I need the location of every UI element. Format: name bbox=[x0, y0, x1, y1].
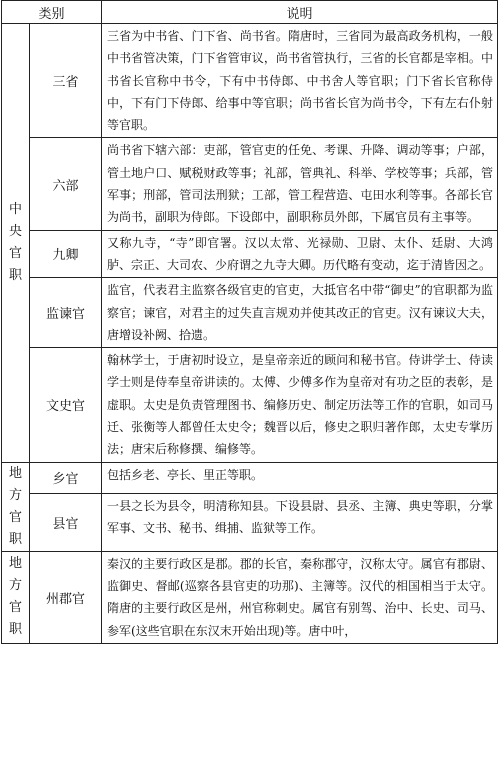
row-description: 尚书省下辖六部：吏部，管官吏的任免、考课、升降、调动等事；户部，管土地户口、赋税财政等事；礼部，管典礼、科举、学校等事；兵部，管军事；刑部，管司法刑狱；工部，管工程营造、屯田水利等事。各部长官为尚书，副职为侍郎。下设郎中，副职称员外郎，下属官员有主事等。 bbox=[102, 138, 498, 230]
table-header-row bbox=[2, 1, 498, 24]
row-description: 三省为中书省、门下省、尚书省。隋唐时，三省同为最高政务机构，一般中书省管决策，门下省管审议，尚书省管执行，三省的长官都是宰相。中书省长官称中书令，下有中书侍郎、中书舍人等官职；门下省长官称侍中，下有门下侍郎、给事中等官职；尚书省长官为尚书令，下有左右仆射等官职。 bbox=[102, 24, 498, 138]
category-local: 地 方 官 职 bbox=[2, 462, 30, 551]
row-name: 乡官 bbox=[30, 462, 102, 493]
row-name: 三省 bbox=[30, 24, 102, 138]
row-name: 文史官 bbox=[30, 348, 102, 462]
category-local-continued: 地 方 官 职 bbox=[2, 551, 30, 643]
official-positions-table bbox=[1, 0, 498, 644]
table-row bbox=[2, 138, 498, 230]
row-description: 又称九寺，“寺”即官署。汉以太常、光禄勋、卫尉、太仆、廷尉、大鸿胪、宗正、大司农、少府谓之九寺大卿。历代略有变动，迄于清皆因之。 bbox=[102, 230, 498, 278]
table-row bbox=[2, 24, 498, 138]
row-description: 包括乡老、亭长、里正等职。 bbox=[102, 462, 498, 493]
row-name: 六部 bbox=[30, 138, 102, 230]
row-description: 翰林学士，于唐初时设立，是皇帝亲近的顾问和秘书官。侍讲学士、侍读学士则是侍奉皇帝讲读的。太傅、少傅多作为皇帝对有功之臣的表彰，是虚职。太史是负责管理图书、编修历史、制定历法等工作的官职，如司马迁、张衡等人都曾任太史令；魏晋以后，修史之职归著作郎，太史专掌历法；唐宋后称修撰、编修等。 bbox=[102, 348, 498, 462]
row-name: 监谏官 bbox=[30, 278, 102, 348]
category-central: 中 央 官 职 bbox=[2, 24, 30, 463]
table-row bbox=[2, 493, 498, 551]
table-row bbox=[2, 278, 498, 348]
row-description: 秦汉的主要行政区是郡。郡的长官，秦称郡守，汉称太守。属官有郡尉、监御史、督邮(巡察各县官吏的功那)、主簿等。汉代的相国相当于太守。隋唐的主要行政区是州，州官称刺史。属官有别驾、治中、长史、司马、参军(这些官职在东汉末开始出现)等。唐中叶， bbox=[102, 551, 498, 643]
row-description: 一县之长为县令，明清称知县。下设县尉、县丞、主簿、典史等职，分掌军事、文书、秘书、缉捕、监狱等工作。 bbox=[102, 493, 498, 551]
header-category: 类别 bbox=[2, 1, 102, 24]
table-row bbox=[2, 230, 498, 278]
table-row bbox=[2, 551, 498, 643]
header-description: 说明 bbox=[102, 1, 498, 24]
row-name: 县官 bbox=[30, 493, 102, 551]
row-name: 州郡官 bbox=[30, 551, 102, 643]
row-description: 监官，代表君主监察各级官吏的官吏，大抵官名中带“御史”的官职都为监察官；谏官，对君主的过失直言规劝并使其改正的官吏。汉有谏议大夫，唐增设补阙、拾遗。 bbox=[102, 278, 498, 348]
table-row bbox=[2, 462, 498, 493]
row-name: 九卿 bbox=[30, 230, 102, 278]
table-row bbox=[2, 348, 498, 462]
